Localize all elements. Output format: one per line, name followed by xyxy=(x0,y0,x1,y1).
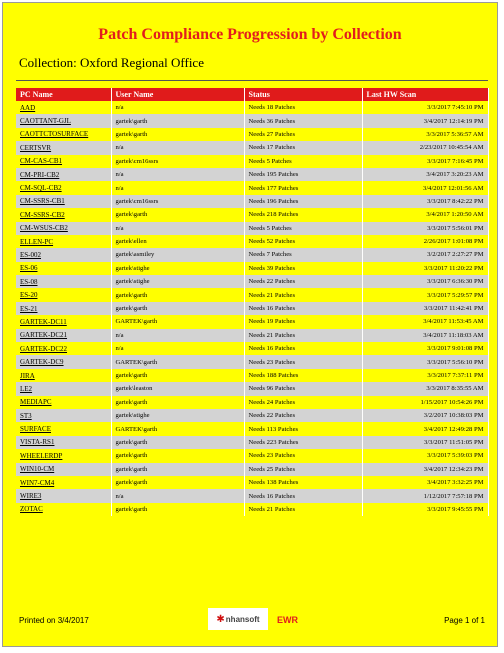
last-hw-scan-cell: 3/3/2017 7:37:11 PM xyxy=(362,369,488,382)
status-cell: Needs 25 Patches xyxy=(244,463,362,476)
user-name-cell: gartek\stighe xyxy=(111,262,244,275)
user-name-cell: gartek\stighe xyxy=(111,275,244,288)
pc-name-cell[interactable]: CM-PRI-CB2 xyxy=(16,168,111,181)
table-row xyxy=(16,114,488,127)
user-name-cell: gartek\garth xyxy=(111,449,244,462)
status-cell: Needs 223 Patches xyxy=(244,436,362,449)
pc-name-cell[interactable]: WIN10-CM xyxy=(16,463,111,476)
user-name-cell: n/a xyxy=(111,329,244,342)
last-hw-scan-cell: 3/3/2017 5:39:03 PM xyxy=(362,449,488,462)
pc-name-cell[interactable]: WIRE3 xyxy=(16,489,111,502)
last-hw-scan-cell: 3/3/2017 5:56:01 PM xyxy=(362,222,488,235)
table-row xyxy=(16,155,488,168)
status-cell: Needs 39 Patches xyxy=(244,262,362,275)
table-row xyxy=(16,101,488,114)
user-name-cell: GARTEK\garth xyxy=(111,355,244,368)
user-name-cell: gartek\cm16ssrs xyxy=(111,155,244,168)
last-hw-scan-cell: 3/4/2017 11:53:45 AM xyxy=(362,315,488,328)
pc-name-cell[interactable]: GARTEK-DC9 xyxy=(16,355,111,368)
status-cell: Needs 16 Patches xyxy=(244,489,362,502)
table-row xyxy=(16,369,488,382)
status-cell: Needs 195 Patches xyxy=(244,168,362,181)
last-hw-scan-cell: 1/15/2017 10:54:26 PM xyxy=(362,396,488,409)
user-name-cell: GARTEK\garth xyxy=(111,422,244,435)
table-row xyxy=(16,449,488,462)
pc-name-cell[interactable]: LE2 xyxy=(16,382,111,395)
user-name-cell: gartek\garth xyxy=(111,208,244,221)
user-name-cell: n/a xyxy=(111,168,244,181)
table-row xyxy=(16,288,488,301)
pc-name-cell[interactable]: ST3 xyxy=(16,409,111,422)
table-row xyxy=(16,329,488,342)
table-row xyxy=(16,222,488,235)
user-name-cell: gartek\garth xyxy=(111,114,244,127)
table-row xyxy=(16,382,488,395)
user-name-cell: GARTEK\garth xyxy=(111,315,244,328)
last-hw-scan-cell: 3/3/2017 11:51:05 PM xyxy=(362,436,488,449)
table-row xyxy=(16,503,488,516)
table-row xyxy=(16,168,488,181)
user-name-cell: gartek\garth xyxy=(111,436,244,449)
status-cell: Needs 22 Patches xyxy=(244,409,362,422)
user-name-cell: gartek\garth xyxy=(111,463,244,476)
last-hw-scan-cell: 3/2/2017 10:38:03 PM xyxy=(362,409,488,422)
column-header-status: Status xyxy=(244,88,362,101)
table-row xyxy=(16,208,488,221)
status-cell: Needs 218 Patches xyxy=(244,208,362,221)
status-cell: Needs 36 Patches xyxy=(244,114,362,127)
last-hw-scan-cell: 3/3/2017 7:16:45 PM xyxy=(362,155,488,168)
table-row xyxy=(16,409,488,422)
user-name-cell: gartek\asmiley xyxy=(111,248,244,261)
logo-mark-icon: ✱ xyxy=(216,613,225,625)
pc-name-cell[interactable]: CM-SQL-CB2 xyxy=(16,181,111,194)
table-row xyxy=(16,275,488,288)
last-hw-scan-cell: 3/4/2017 12:49:28 PM xyxy=(362,422,488,435)
pc-name-cell[interactable]: ES-08 xyxy=(16,275,111,288)
last-hw-scan-cell: 3/3/2017 5:29:57 PM xyxy=(362,288,488,301)
pc-name-cell[interactable]: ES-20 xyxy=(16,288,111,301)
user-name-cell: gartek\garth xyxy=(111,128,244,141)
pc-name-cell[interactable]: GARTEK-DC21 xyxy=(16,329,111,342)
table-row xyxy=(16,463,488,476)
status-cell: Needs 16 Patches xyxy=(244,302,362,315)
patch-table xyxy=(16,88,489,516)
pc-name-cell[interactable]: VISTA-RS1 xyxy=(16,436,111,449)
status-cell: Needs 18 Patches xyxy=(244,101,362,114)
last-hw-scan-cell: 3/4/2017 3:20:23 AM xyxy=(362,168,488,181)
pc-name-cell[interactable]: CERTSVR xyxy=(16,141,111,154)
user-name-cell: gartek\garth xyxy=(111,369,244,382)
pc-name-cell[interactable]: CM-WSUS-CB2 xyxy=(16,222,111,235)
logo-text: nhansoft xyxy=(225,614,260,624)
status-cell: Needs 21 Patches xyxy=(244,503,362,516)
table-row xyxy=(16,248,488,261)
user-name-cell: gartek\garth xyxy=(111,396,244,409)
user-name-cell: n/a xyxy=(111,101,244,114)
last-hw-scan-cell: 3/4/2017 12:01:56 AM xyxy=(362,181,488,194)
page-number: Page 1 of 1 xyxy=(444,616,485,625)
last-hw-scan-cell: 3/3/2017 8:42:22 PM xyxy=(362,195,488,208)
user-name-cell: n/a xyxy=(111,342,244,355)
status-cell: Needs 177 Patches xyxy=(244,181,362,194)
status-cell: Needs 16 Patches xyxy=(244,342,362,355)
last-hw-scan-cell: 3/3/2017 5:56:10 PM xyxy=(362,355,488,368)
table-row xyxy=(16,422,488,435)
collection-label: Collection: Oxford Regional Office xyxy=(19,55,204,70)
user-name-cell: n/a xyxy=(111,222,244,235)
status-cell: Needs 196 Patches xyxy=(244,195,362,208)
column-header-pc-name: PC Name xyxy=(16,88,111,101)
pc-name-cell[interactable]: ES-21 xyxy=(16,302,111,315)
user-name-cell: gartek\leaston xyxy=(111,382,244,395)
table-row xyxy=(16,181,488,194)
user-name-cell: gartek\garth xyxy=(111,302,244,315)
pc-name-cell[interactable]: CM-CAS-CB1 xyxy=(16,155,111,168)
last-hw-scan-cell: 3/2/2017 2:27:27 PM xyxy=(362,248,488,261)
last-hw-scan-cell: 3/4/2017 12:14:19 PM xyxy=(362,114,488,127)
status-cell: Needs 96 Patches xyxy=(244,382,362,395)
table-row xyxy=(16,476,488,489)
last-hw-scan-cell: 3/3/2017 6:36:30 PM xyxy=(362,275,488,288)
pc-name-cell[interactable]: CM-SSRS-CB2 xyxy=(16,208,111,221)
status-cell: Needs 7 Patches xyxy=(244,248,362,261)
pc-name-cell[interactable]: CM-SSRS-CB1 xyxy=(16,195,111,208)
user-name-cell: n/a xyxy=(111,181,244,194)
last-hw-scan-cell: 3/4/2017 11:18:03 AM xyxy=(362,329,488,342)
table-row xyxy=(16,315,488,328)
last-hw-scan-cell: 3/3/2017 8:35:55 AM xyxy=(362,382,488,395)
pc-name-cell[interactable]: ELLEN-PC xyxy=(16,235,111,248)
pc-name-cell[interactable]: ES-06 xyxy=(16,262,111,275)
status-cell: Needs 113 Patches xyxy=(244,422,362,435)
last-hw-scan-cell: 3/3/2017 9:45:55 PM xyxy=(362,503,488,516)
table-row xyxy=(16,128,488,141)
last-hw-scan-cell: 3/4/2017 12:34:23 PM xyxy=(362,463,488,476)
printed-date: Printed on 3/4/2017 xyxy=(19,616,89,625)
table-row xyxy=(16,355,488,368)
user-name-cell: gartek\cm16ssrs xyxy=(111,195,244,208)
table-row xyxy=(16,262,488,275)
pc-name-cell[interactable]: MEDIAPC xyxy=(16,396,111,409)
status-cell: Needs 27 Patches xyxy=(244,128,362,141)
pc-name-cell[interactable]: JIRA xyxy=(16,369,111,382)
status-cell: Needs 24 Patches xyxy=(244,396,362,409)
table-row xyxy=(16,396,488,409)
user-name-cell: gartek\garth xyxy=(111,476,244,489)
last-hw-scan-cell: 3/4/2017 3:32:25 PM xyxy=(362,476,488,489)
status-cell: Needs 17 Patches xyxy=(244,141,362,154)
pc-name-cell[interactable]: CAOTTCTOSURFACE xyxy=(16,128,111,141)
status-cell: Needs 21 Patches xyxy=(244,329,362,342)
status-cell: Needs 21 Patches xyxy=(244,288,362,301)
last-hw-scan-cell: 3/4/2017 1:20:50 AM xyxy=(362,208,488,221)
last-hw-scan-cell: 1/12/2017 7:57:18 PM xyxy=(362,489,488,502)
pc-name-cell[interactable]: AAD xyxy=(16,101,111,114)
user-name-cell: gartek\garth xyxy=(111,288,244,301)
pc-name-cell[interactable]: CAOTTANT-GJL xyxy=(16,114,111,127)
user-name-cell: gartek\stighe xyxy=(111,409,244,422)
status-cell: Needs 138 Patches xyxy=(244,476,362,489)
report-page xyxy=(2,2,498,647)
enhansoft-logo xyxy=(208,608,268,630)
table-row xyxy=(16,302,488,315)
status-cell: Needs 23 Patches xyxy=(244,355,362,368)
report-title: Patch Compliance Progression by Collection xyxy=(98,26,402,43)
last-hw-scan-cell: 3/3/2017 11:42:41 PM xyxy=(362,302,488,315)
status-cell: Needs 19 Patches xyxy=(244,315,362,328)
last-hw-scan-cell: 2/23/2017 10:45:54 AM xyxy=(362,141,488,154)
table-header-row xyxy=(16,88,488,101)
status-cell: Needs 23 Patches xyxy=(244,449,362,462)
pc-name-cell[interactable]: ZOTAC xyxy=(16,503,111,516)
pc-name-cell[interactable]: WIN7-CM4 xyxy=(16,476,111,489)
last-hw-scan-cell: 2/26/2017 1:01:08 PM xyxy=(362,235,488,248)
table-row xyxy=(16,195,488,208)
status-cell: Needs 5 Patches xyxy=(244,222,362,235)
ewr-label: EWR xyxy=(277,615,298,625)
user-name-cell: n/a xyxy=(111,489,244,502)
last-hw-scan-cell: 3/3/2017 7:45:10 PM xyxy=(362,101,488,114)
pc-name-cell[interactable]: SURFACE xyxy=(16,422,111,435)
pc-name-cell[interactable]: ES-002 xyxy=(16,248,111,261)
column-header-user-name: User Name xyxy=(111,88,244,101)
user-name-cell: gartek\garth xyxy=(111,503,244,516)
last-hw-scan-cell: 3/3/2017 5:36:57 AM xyxy=(362,128,488,141)
table-row xyxy=(16,342,488,355)
table-row xyxy=(16,235,488,248)
user-name-cell: gartek\ellen xyxy=(111,235,244,248)
table-row xyxy=(16,436,488,449)
last-hw-scan-cell: 3/3/2017 11:20:22 PM xyxy=(362,262,488,275)
status-cell: Needs 188 Patches xyxy=(244,369,362,382)
status-cell: Needs 5 Patches xyxy=(244,155,362,168)
last-hw-scan-cell: 3/3/2017 9:01:08 PM xyxy=(362,342,488,355)
status-cell: Needs 52 Patches xyxy=(244,235,362,248)
pc-name-cell[interactable]: WHEELERDP xyxy=(16,449,111,462)
table-row xyxy=(16,141,488,154)
divider xyxy=(16,80,488,81)
table-row xyxy=(16,489,488,502)
status-cell: Needs 22 Patches xyxy=(244,275,362,288)
pc-name-cell[interactable]: GARTEK-DC11 xyxy=(16,315,111,328)
pc-name-cell[interactable]: GARTEK-DC22 xyxy=(16,342,111,355)
column-header-last-hw-scan: Last HW Scan xyxy=(362,88,488,101)
user-name-cell: n/a xyxy=(111,141,244,154)
